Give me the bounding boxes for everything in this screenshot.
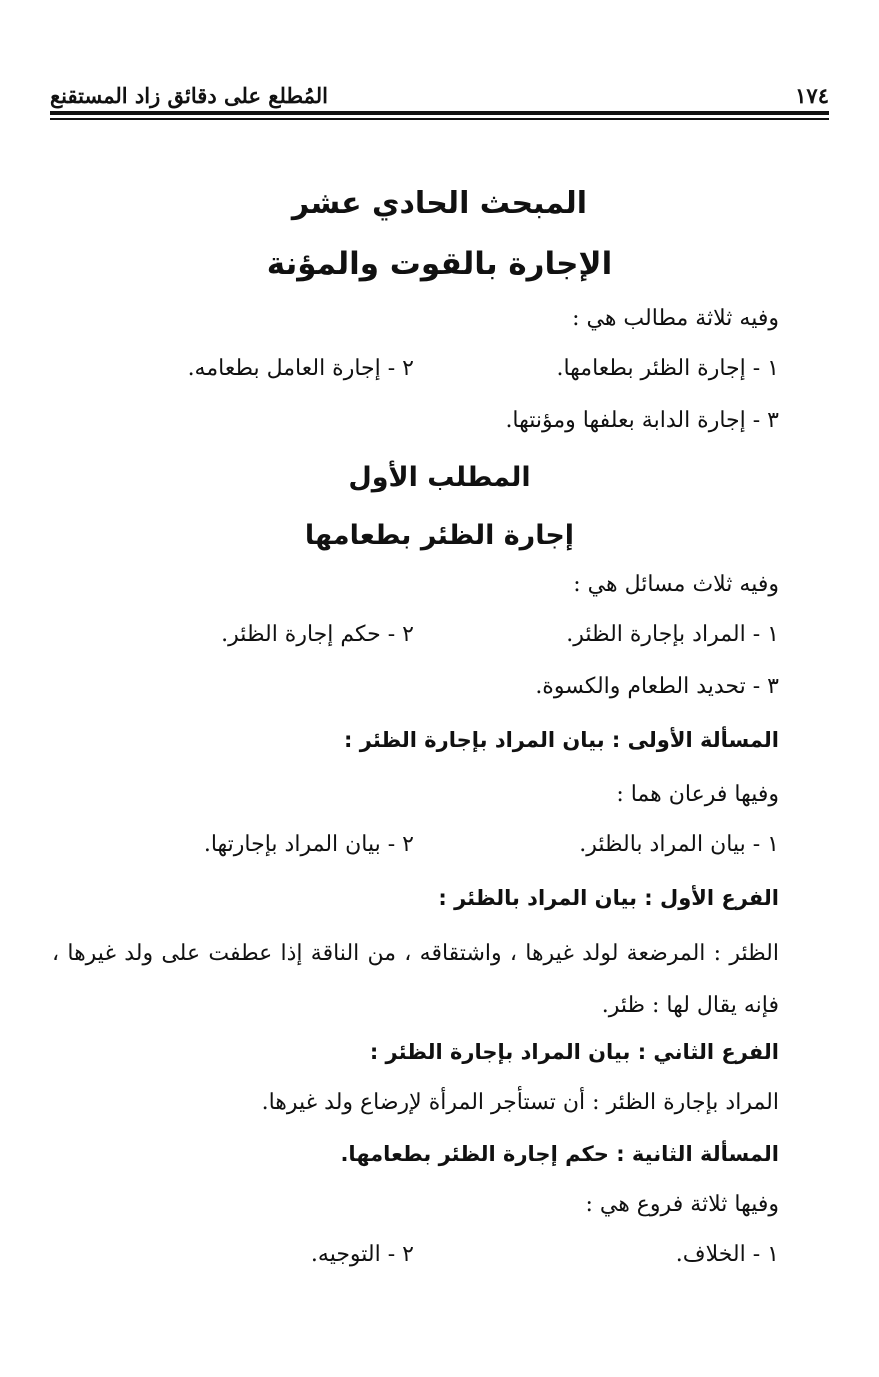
list-item: ١ - الخلاف. [675,1242,779,1267]
section-items-row-1 [150,356,779,390]
header-rule-thick [50,111,829,115]
running-header [50,72,829,108]
far2-text: المراد بإجارة الظئر : أن تستأجر المرأة لإرضاع ولد غيرها. [261,1090,779,1115]
book-title: المُطلع على دقائق زاد المستقنع [50,83,329,108]
masala2-intro: وفيها ثلاثة فروع هي : [585,1192,779,1217]
section-title: المبحث الحادي عشر [291,186,588,221]
list-item: ٢ - حكم إجارة الظئر. [221,622,414,647]
matlab-intro: وفيه ثلاث مسائل هي : [573,572,779,597]
far1-text: الظئر : المرضعة لولد غيرها ، واشتقاقه ، من الناقة إذا عطفت على ولد غيرها ، فإنه يقال لها : ظئر. [52,941,779,1018]
header-rule-thin [50,118,829,120]
masala2-heading: المسألة الثانية : حكم إجارة الظئر بطعامها. [340,1142,779,1166]
masala1-items-row [150,832,779,866]
matlab-items-row-1 [150,622,779,656]
matlab-subtitle: إجارة الظئر بطعامها [304,520,575,551]
masala1-heading: المسألة الأولى : بيان المراد بإجارة الظئر : [344,728,779,752]
list-item: ١ - المراد بإجارة الظئر. [566,622,779,647]
list-item: ١ - إجارة الظئر بطعامها. [556,356,779,381]
list-item: ١ - بيان المراد بالظئر. [579,832,779,857]
section-intro: وفيه ثلاثة مطالب هي : [572,306,779,331]
far1-heading: الفرع الأول : بيان المراد بالظئر : [438,886,779,910]
masala1-intro: وفيها فرعان هما : [616,782,779,807]
matlab-title: المطلب الأول [348,462,531,493]
list-item: ٣ - إجارة الدابة بعلفها ومؤنتها. [505,408,779,433]
list-item: ٣ - تحديد الطعام والكسوة. [535,674,779,699]
list-item: ٢ - بيان المراد بإجارتها. [203,832,414,857]
page-number: ١٧٤ [795,83,829,108]
list-item: ٢ - إجارة العامل بطعامه. [187,356,414,381]
far2-heading: الفرع الثاني : بيان المراد بإجارة الظئر : [369,1040,779,1064]
section-subtitle: الإجارة بالقوت والمؤنة [266,246,613,282]
list-item: ٢ - التوجيه. [310,1242,414,1267]
masala2-items-row [150,1242,779,1276]
